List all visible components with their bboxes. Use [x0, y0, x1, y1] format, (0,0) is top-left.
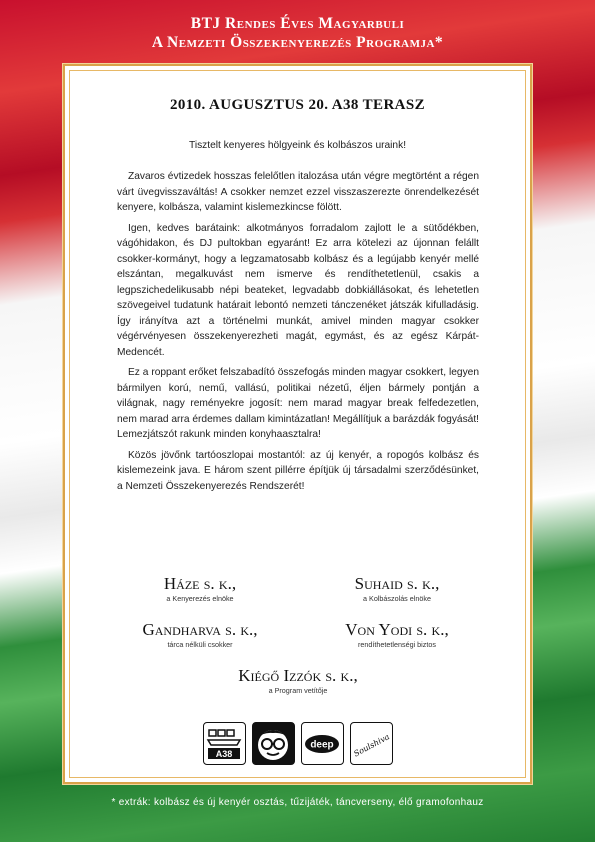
- signature-gandharva: [100, 620, 300, 650]
- footer-note: * extrák: kolbász és új kenyér osztás, tűzijáték, táncverseny, élő gramofonhauz: [111, 797, 484, 808]
- signature-von-yodi: [297, 620, 497, 650]
- signature-name: Gandharva s. k.,: [142, 620, 258, 639]
- face-glasses-logo: [252, 722, 295, 765]
- signature-name: Von Yodi s. k.,: [345, 620, 449, 639]
- script-logo-text: Soulshiva: [352, 731, 391, 758]
- signature-role: a Program vetítője: [268, 686, 328, 695]
- paragraph: Ez a roppant erőket felszabadító összefogás minden magyar csokkert, legyen bármilyen korú, nemű, vallású, politikai nézetű, éljen bármely pontján a világnak, nagy reményekre jogosít: nem marad magyar break felfedezetlen, nem marad arra érdemes dallam kimintázatlan! Megállítjuk a barázdák fogyását! Lemezjátszót rakunk minden konyhaasztalra!: [117, 367, 479, 440]
- signature-name: Suhaid s. k.,: [354, 574, 440, 593]
- signature-role: tárca nélküli csokker: [167, 640, 233, 649]
- manifesto-body: [117, 169, 479, 499]
- deep-logo: [301, 722, 344, 765]
- paragraph: Közös jövőnk tartóoszlopai mostantól: az új kenyér, a ropogós kolbász és kislemezeink java. E három szent pillérre építjük új társadalmi szerződésünket, a Nemzeti Összekenyerezés Rendszerét!: [117, 449, 479, 492]
- signature-haze: [100, 574, 300, 604]
- signature-name: Kiégő Izzók s. k.,: [238, 666, 358, 685]
- signature-role: rendíthetetlenségi biztos: [358, 640, 436, 649]
- greeting: Tisztelt kenyeres hölgyeink és kolbászos uraink!: [188, 140, 407, 151]
- deep-logo-text: deep: [310, 739, 334, 750]
- script-logo: [350, 722, 393, 765]
- a38-logo-text: A38: [215, 748, 233, 759]
- signature-kiego-izzok: [198, 666, 398, 696]
- paragraph: Igen, kedves barátaink: alkotmányos forradalom zajlott le a sütődékben, vágóhidakon, és DJ pultokban egyaránt! Ez arra kötelezi az újonnan felállt csokker-kormányt, hogy a legzamatosabb kolbász és a legújabb kenyér mellé elszántan, megalkuvást nem ismerve és rendíthetetlenül, csakis a legpszichedelikusabb népi beateket, legvadabb dobkiállásokat, és lehetetlen szövegeivel tudatunk határait lebontó nemzeti tánczenéket játszák kifulladásig. Így irányítva azt a történelmi munkát, amivel minden magyar csokker végérvényesen összekenyerezheti magát, egymást, és az egész Kárpát-Medencét.: [117, 222, 479, 358]
- signature-suhaid: [297, 574, 497, 604]
- content-frame: [63, 64, 532, 784]
- signature-role: a Kenyerezés elnöke: [166, 594, 234, 603]
- poster-header: [0, 14, 595, 52]
- paragraph: Zavaros évtizedek hosszas felelőtlen italozása után végre megtörtént a régen várt üvegvisszaváltás! A csokker nemzet ezzel visszaszerezte önrendelkezését kenyere, kolbásza, valamint kislemezkincse fölött.: [117, 171, 479, 213]
- date-heading: 2010. AUGUSZTUS 20. A38 TERASZ: [169, 97, 426, 113]
- a38-logo: [203, 722, 246, 765]
- signature-name: Háze s. k.,: [163, 574, 237, 593]
- sponsor-logos: [65, 722, 530, 766]
- signature-role: a Kolbászolás elnöke: [363, 594, 431, 603]
- header-subtitle: A Nemzeti Összekenyerezés Programja*: [151, 34, 444, 51]
- header-title: BTJ Rendes Éves Magyarbuli: [190, 15, 405, 32]
